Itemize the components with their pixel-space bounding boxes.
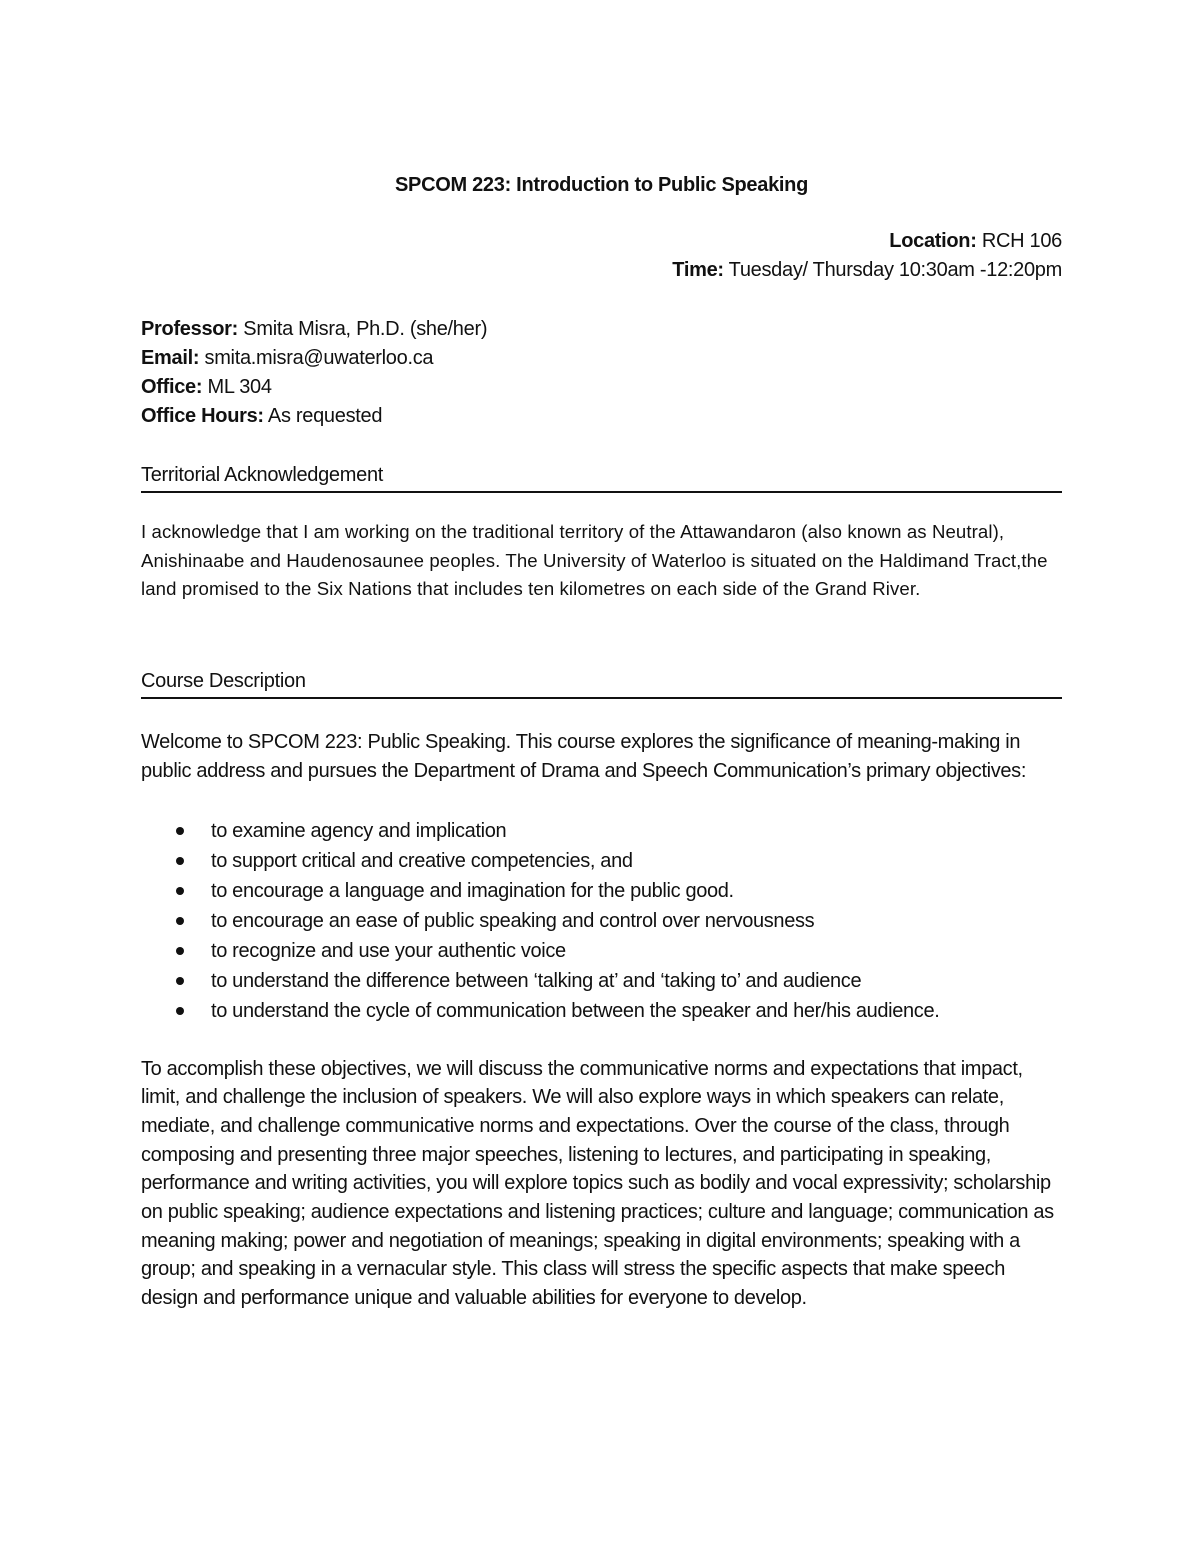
objectives-list [141, 816, 1062, 1026]
time-value: Tuesday/ Thursday 10:30am -12:20pm [723, 259, 1062, 281]
objective-text: to encourage an ease of public speaking and control over nervousness [211, 909, 815, 932]
professor-line [141, 315, 1062, 344]
instructor-block [141, 315, 1062, 431]
document-title: SPCOM 223: Introduction to Public Speaking [395, 174, 808, 196]
list-item [141, 816, 1062, 846]
location-value: RCH 106 [976, 230, 1062, 252]
professor-value: Smita Misra, Ph.D. (she/her) [238, 318, 488, 340]
bullet-icon [176, 887, 184, 895]
bullet-icon [176, 857, 184, 865]
bullet-icon [176, 917, 184, 925]
welcome-paragraph: Welcome to SPCOM 223: Public Speaking. This course explores the significance of meaning-making in public address and pursues the Department of Drama and Speech Communication’s primary objectives: [141, 730, 1027, 782]
bullet-icon [176, 947, 184, 955]
office-hours-value: As requested [263, 405, 383, 427]
list-item [141, 996, 1062, 1026]
schedule-block [141, 227, 1062, 285]
list-item [141, 936, 1062, 966]
time-line [141, 256, 1062, 285]
list-item [141, 846, 1062, 876]
professor-label: Professor: [141, 318, 239, 340]
list-item [141, 966, 1062, 996]
course-description-heading: Course Description [141, 668, 1062, 699]
list-item [141, 876, 1062, 906]
email-line [141, 344, 1062, 373]
accomplish-paragraph: To accomplish these objectives, we will discuss the communicative norms and expectations that impact, limit, and challenge the inclusion of speakers. We will also explore ways in which speakers can relate, mediate, and challenge communicative norms and expectations. Over the course of the class, through composing and presenting three major speeches, listening to lectures, and participating in speaking, performance and writing activities, you will explore topics such as bodily and vocal expressivity; scholarship on public speaking; audience expectations and listening practices; culture and language; communication as meaning making; power and negotiation of meanings; speaking in digital environments; speaking with a group; and speaking in a vernacular style. This class will stress the specific aspects that make speech design and performance unique and valuable abilities for everyone to develop. [141, 1057, 1054, 1310]
office-line [141, 373, 1062, 402]
location-line [141, 227, 1062, 256]
office-hours-line [141, 402, 1062, 431]
territorial-text: I acknowledge that I am working on the traditional territory of the Attawandaron (also known as Neutral), Anishinaabe and Haudenosaunee peoples. The University of Waterloo is situated on the Haldimand Tract,the land promised to the Six Nations that includes ten kilometres on each side of the Grand River. [141, 521, 1048, 599]
territorial-heading: Territorial Acknowledgement [141, 462, 1062, 493]
office-value: ML 304 [202, 376, 272, 398]
email-value: smita.misra@uwaterloo.ca [199, 347, 434, 369]
objective-text: to encourage a language and imagination for the public good. [211, 879, 734, 902]
bullet-icon [176, 977, 184, 985]
objective-text: to support critical and creative competencies, and [211, 849, 633, 872]
office-hours-label: Office Hours: [141, 405, 264, 427]
bullet-icon [176, 827, 184, 835]
bullet-icon [176, 1007, 184, 1015]
location-label: Location: [889, 230, 977, 252]
objective-text: to understand the difference between ‘talking at’ and ‘taking to’ and audience [211, 969, 862, 992]
time-label: Time: [672, 259, 724, 281]
objective-text: to understand the cycle of communication between the speaker and her/his audience. [211, 999, 940, 1022]
list-item [141, 906, 1062, 936]
objective-text: to recognize and use your authentic voice [211, 939, 566, 962]
office-label: Office: [141, 376, 203, 398]
objective-text: to examine agency and implication [211, 819, 507, 842]
email-label: Email: [141, 347, 200, 369]
